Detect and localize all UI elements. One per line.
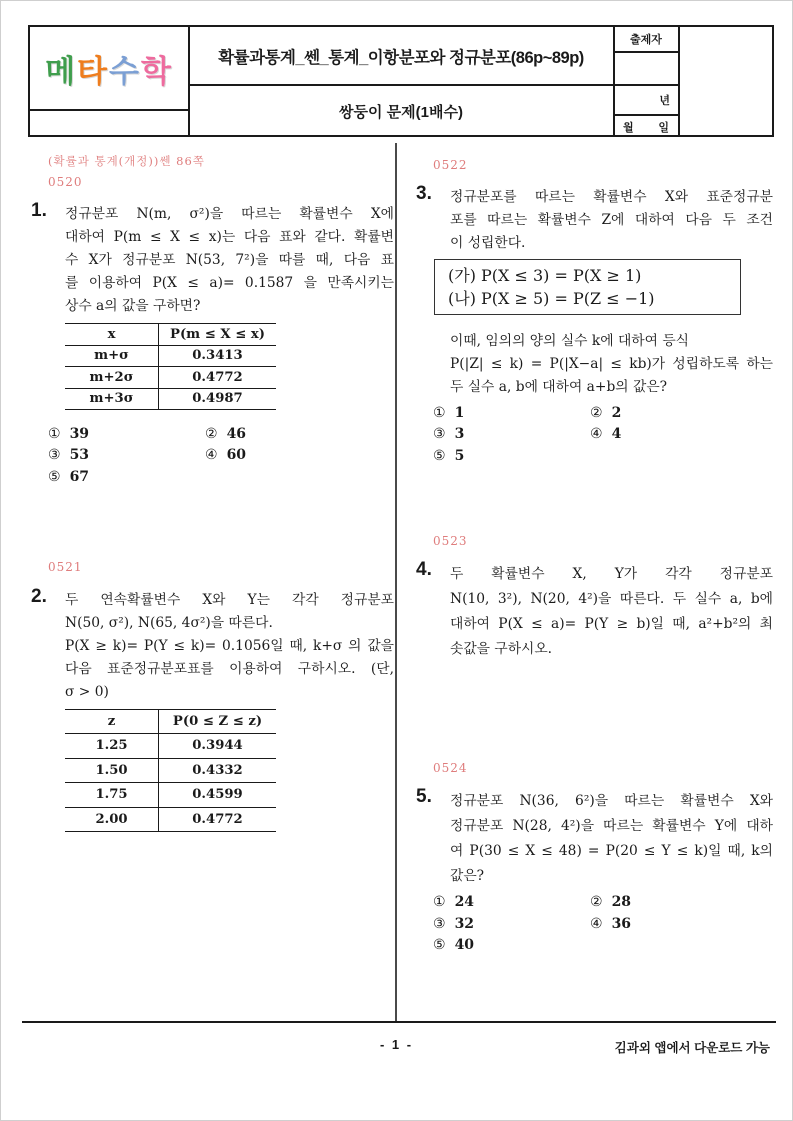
table-row (65, 345, 276, 367)
problem-1 (30, 200, 394, 318)
choice-number: ① (433, 894, 446, 911)
header (28, 25, 774, 137)
problem-text-line: 두 확률변수 X, Y가 각각 정규분포 (450, 565, 773, 582)
problem-text-line: 상수 a의 값을 구하면? (65, 298, 201, 314)
problem-3-continued (415, 330, 773, 399)
problem-number: 2. (31, 585, 47, 607)
problem-text-line: 두 실수 a, b에 대하여 a+b의 값은? (450, 379, 668, 395)
condition-box (434, 259, 741, 315)
choice-option (48, 423, 205, 445)
standard-normal-table (65, 709, 276, 833)
table-cell: 2.00 (65, 807, 159, 832)
choice-number: ③ (433, 426, 446, 443)
choice-option (590, 424, 773, 446)
table-cell: 1.25 (65, 734, 159, 759)
source-note: (확률과 통계(개정))쎈 86쪽 (48, 154, 205, 168)
choice-option (433, 402, 590, 424)
choices-problem-1 (48, 423, 394, 488)
choice-option (433, 935, 590, 957)
problem-text-line: N(50, σ²), N(65, 4σ²)을 따른다. (65, 614, 273, 631)
problem-text-line: 두 연속확률변수 X와 Y는 각각 정규분포 (65, 591, 394, 608)
choice-number: ① (433, 404, 446, 421)
choice-number: ⑤ (433, 937, 446, 954)
problem-2 (30, 585, 394, 704)
problem-text-line: N(10, 3²), N(20, 4²)을 따른다. 두 실수 a, b에 (450, 590, 773, 607)
table-cell: 0.3413 (192, 348, 243, 364)
choice-value: 3 (454, 426, 465, 443)
choice-value: 2 (611, 404, 622, 421)
problem-number: 4. (416, 558, 432, 580)
problem-text-line: 포를 따르는 확률변수 Z에 대하여 다음 두 조건 (450, 212, 773, 228)
problem-text-line: 값은? (450, 867, 485, 884)
table-row (65, 388, 276, 410)
problem-text-line: 솟값을 구하시오. (450, 640, 553, 657)
problem-text-line: P(X ≥ k)= P(Y ≤ k)= 0.1056일 때, k+σ 의 값을 (65, 637, 394, 654)
table-cell: 1.50 (65, 758, 159, 783)
choice-number: ② (590, 404, 603, 421)
choice-value: 39 (69, 425, 90, 442)
left-column (30, 150, 394, 832)
footer-note: 김과외 앱에서 다운로드 가능 (614, 1041, 770, 1055)
choice-value: 67 (69, 468, 90, 485)
day-label: 일 (658, 121, 669, 134)
choice-value: 40 (454, 937, 475, 954)
problem-text-line: 를 이용하여 P(X ≤ a)= 0.1587 을 만족시키는 (65, 275, 394, 291)
examiner-label: 출제자 (630, 34, 662, 46)
choice-value: 60 (226, 447, 247, 464)
table-row (65, 783, 276, 808)
choice-value: 4 (611, 426, 622, 443)
problem-text-line: 다음 표준정규분포표를 이용하여 구하시오. (단, (65, 660, 394, 677)
problem-tag: 0521 (48, 559, 83, 574)
problem-text-line: 이 성립한다. (450, 235, 526, 251)
problem-4 (415, 558, 773, 662)
table-cell: 0.3944 (192, 738, 243, 754)
table-cell: 0.4772 (192, 811, 243, 827)
choice-number: ⑤ (48, 468, 61, 485)
choice-option (205, 423, 394, 445)
choice-option (590, 892, 773, 914)
problem-tag: 0520 (48, 175, 83, 189)
choice-value: 24 (454, 894, 475, 911)
choice-number: ⑤ (433, 447, 446, 464)
problem-5 (415, 785, 773, 889)
choice-option (590, 913, 773, 935)
page-number: - 1 - (379, 1037, 414, 1052)
choice-option (433, 424, 590, 446)
choice-number: ② (590, 894, 603, 911)
table-header-cell: z (65, 709, 159, 734)
choice-option (48, 445, 205, 467)
choice-option (205, 445, 394, 467)
choice-option (48, 466, 205, 488)
choice-number: ② (205, 425, 218, 442)
choice-option (433, 913, 590, 935)
normal-distribution-table (65, 323, 276, 410)
table-row (65, 758, 276, 783)
choice-number: ④ (590, 426, 603, 443)
choice-value: 1 (454, 404, 465, 421)
table-header-cell: P(m ≤ X ≤ x) (170, 326, 265, 342)
table-cell: 0.4987 (192, 391, 243, 407)
choice-value: 28 (611, 894, 632, 911)
choice-number: ③ (433, 915, 446, 932)
examiner-blank-cell (614, 52, 678, 84)
month-label: 월 (623, 121, 634, 134)
table-cell: m+3σ (65, 388, 159, 410)
condition-line: (가) P(X ≤ 3) = P(X ≥ 1) (448, 266, 642, 285)
condition-line: (나) P(X ≥ 5) = P(Z ≤ −1) (448, 289, 655, 308)
table-row (65, 367, 276, 389)
choices-problem-3 (433, 402, 773, 467)
problem-text-line: 정규분포 N(28, 4²)을 따르는 확률변수 Y에 대하 (450, 817, 773, 834)
logo-syllable: 메 (45, 53, 78, 89)
table-header-row (65, 709, 276, 734)
choice-number: ③ (48, 447, 61, 464)
problem-text-line: 대하여 P(m ≤ X ≤ x)는 다음 표와 같다. 확률변 (65, 229, 394, 245)
choice-value: 5 (454, 447, 465, 464)
logo (30, 27, 188, 109)
choice-number: ④ (590, 915, 603, 932)
problem-text-line: 정규분포를 따르는 확률변수 X와 표준정규분 (450, 189, 773, 205)
logo-syllable: 수 (109, 53, 141, 89)
footer-rule (22, 1021, 776, 1023)
problem-text-line: 정규분포 N(36, 6²)을 따르는 확률변수 X와 (450, 792, 773, 809)
table-cell: m+2σ (65, 367, 159, 389)
problem-text-line: 이때, 임의의 양의 실수 k에 대하여 등식 (450, 333, 689, 349)
year-label: 년 (659, 94, 670, 107)
choice-value: 36 (611, 915, 632, 932)
choice-option (433, 892, 590, 914)
logo-syllable: 타 (77, 53, 109, 89)
choice-value: 46 (226, 425, 247, 442)
problem-text-line: 정규분포 N(m, σ²)을 따르는 확률변수 X에 (65, 206, 394, 222)
logo-syllable: 학 (140, 53, 173, 89)
choice-number: ① (48, 425, 61, 442)
problem-number: 5. (416, 785, 432, 807)
worksheet-title: 확률과통계_쎈_통계_이항분포와 정규분포(86p~89p) (218, 48, 584, 67)
worksheet-subtitle: 쌍둥이 문제(1배수) (339, 104, 463, 121)
problem-text-line: 수 X가 정규분포 N(53, 7²)을 따를 때, 다음 표 (65, 252, 394, 268)
problem-text-line: 대하여 P(X ≤ a)= P(Y ≥ b)일 때, a²+b²의 최 (450, 615, 773, 632)
table-cell: 1.75 (65, 783, 159, 808)
problem-tag: 0524 (433, 760, 468, 775)
problem-text-line: P(|Z| ≤ k) = P(|X−a| ≤ kb)가 성립하도록 하는 (450, 356, 773, 372)
problem-tag: 0522 (433, 158, 468, 172)
choice-option (433, 445, 590, 467)
choice-value: 53 (69, 447, 90, 464)
choice-value: 32 (454, 915, 475, 932)
problem-text-line: 여 P(30 ≤ X ≤ 48) = P(20 ≤ Y ≤ k)일 때, k의 (450, 842, 773, 859)
problem-text-line: σ > 0) (65, 683, 109, 700)
problem-tag: 0523 (433, 533, 468, 548)
table-cell: 0.4599 (192, 787, 243, 803)
choices-problem-5 (433, 892, 773, 957)
header-blank-cell (679, 27, 772, 135)
table-header-cell: x (65, 324, 159, 346)
table-row (65, 734, 276, 759)
month-day-cell (614, 115, 678, 138)
right-column (415, 150, 773, 956)
table-row (65, 807, 276, 832)
problem-number: 3. (416, 183, 432, 204)
table-cell: 0.4772 (192, 369, 243, 385)
table-header-cell: P(0 ≤ Z ≤ z) (172, 713, 263, 729)
header-divider (30, 109, 188, 111)
table-cell: m+σ (65, 345, 159, 367)
table-header-row (65, 324, 276, 346)
choice-option (590, 402, 773, 424)
column-divider (395, 143, 397, 1022)
table-cell: 0.4332 (192, 762, 243, 778)
problem-number: 1. (31, 200, 47, 221)
problem-3 (415, 183, 773, 255)
choice-number: ④ (205, 447, 218, 464)
